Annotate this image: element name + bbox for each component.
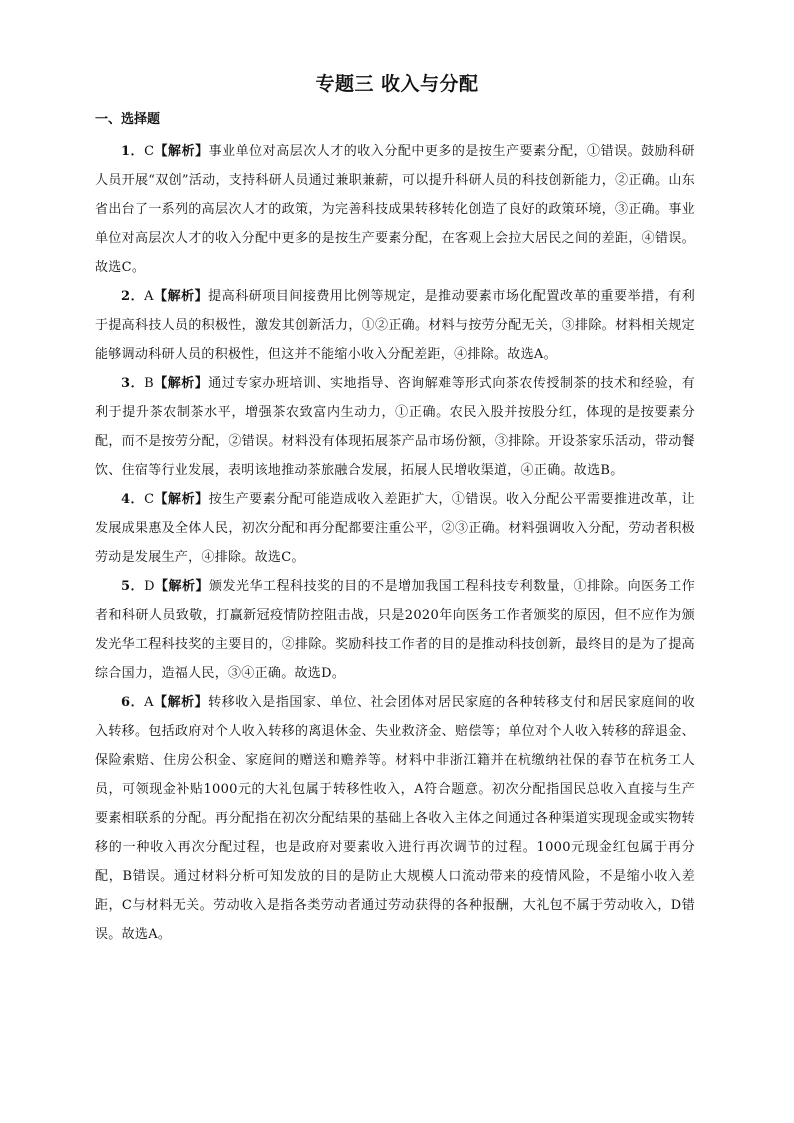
analysis-text: 按生产要素分配可能造成收入差距扩大，①错误。收入分配公平需要推进改革，让发展成果惠及全体人民，初次分配和再分配都要注重公平，②③正确。材料强调收入分配，劳动者积极劳动是发展生产，④排除。故选C。 [95,492,695,565]
answer-item [95,137,695,282]
question-number: 5． [121,579,145,594]
answer-item [95,572,695,688]
analysis-tag: 【解析】 [153,289,209,304]
question-number: 4． [121,492,145,507]
analysis-tag: 【解析】 [153,695,209,710]
analysis-text: 事业单位对高层次人才的收入分配中更多的是按生产要素分配，①错误。鼓励科研人员开展“双创”活动，支持科研人员通过兼职兼薪，可以提升科研人员的科技创新能力，②正确。山东省出台了一系列的高层次人才的政策，为完善科技成果转移转化创造了良好的政策环境，③正确。事业单位对高层次人才的收入分配中更多的是按生产要素分配，在客观上会拉大居民之间的差距，④错误。故选C。 [95,144,695,275]
section-heading: 一、选择题 [95,112,161,127]
analysis-text: 颁发光华工程科技奖的目的不是增加我国工程科技专利数量，①排除。向医务工作者和科研人员致敬，打赢新冠疫情防控阻击战，只是2020年向医务工作者颁奖的原因，但不应作为颁发光华工程科技奖的主要目的，②排除。奖励科技工作者的目的是推动科技创新，最终目的是为了提高综合国力，造福人民，③④正确。故选D。 [95,579,695,681]
analysis-text: 通过专家办班培训、实地指导、咨询解难等形式向茶农传授制茶的技术和经验，有利于提升茶农制茶水平，增强茶农致富内生动力，①正确。农民入股并按股分红，体现的是按要素分配，而不是按劳分配，②错误。材料没有体现拓展茶产品市场份额，③排除。开设茶家乐活动，带动餐饮、住宿等行业发展，表明该地推动茶旅融合发展，拓展人民增收渠道，④正确。故选B。 [95,376,695,478]
answer-item [95,282,695,369]
answer-list [95,137,695,949]
answer-choice: C [144,144,155,159]
question-number: 6． [121,695,145,710]
answer-choice: A [144,289,154,304]
analysis-text: 转移收入是指国家、单位、社会团体对居民家庭的各种转移支付和居民家庭间的收入转移。包括政府对个人收入转移的离退休金、失业救济金、赔偿等；单位对个人收入转移的辞退金、保险索赔、住房公积金、家庭间的赠送和赡养等。材料中非浙江籍并在杭缴纳社保的春节在杭务工人员，可领现金补贴1000元的大礼包属于转移性收入，A符合题意。初次分配指国民总收入直接与生产要素相联系的分配。再分配指在初次分配结果的基础上各收入主体之间通过各种渠道实现现金或实物转移的一种收入再次分配过程，也是政府对要素收入进行再次调节的过程。1000元现金红包属于再分配，B错误。通过材料分析可知发放的目的是防止大规模人口流动带来的疫情风险，不是缩小收入差距，C与材料无关。劳动收入是指各类劳动者通过劳动获得的各种报酬，大礼包不属于劳动收入，D错误。故选A。 [95,695,695,942]
analysis-tag: 【解析】 [153,376,209,391]
answer-item [95,688,695,949]
document-title: 专题三 收入与分配 [315,73,479,95]
question-number: 2． [121,289,145,304]
analysis-text: 提高科研项目间接费用比例等规定，是推动要素市场化配置改革的重要举措，有利于提高科技人员的积极性，激发其创新活力，①②正确。材料与按劳分配无关，③排除。材料相关规定能够调动科研人员的积极性，但这并不能缩小收入分配差距，④排除。故选A。 [95,289,695,362]
answer-choice: B [144,376,154,391]
question-number: 3． [121,376,145,391]
answer-choice: C [144,492,155,507]
analysis-tag: 【解析】 [154,492,209,507]
analysis-tag: 【解析】 [154,579,210,594]
analysis-tag: 【解析】 [154,144,209,159]
answer-choice: A [144,695,154,710]
answer-item [95,369,695,485]
question-number: 1． [121,144,145,159]
answer-choice: D [144,579,155,594]
answer-item [95,485,695,572]
